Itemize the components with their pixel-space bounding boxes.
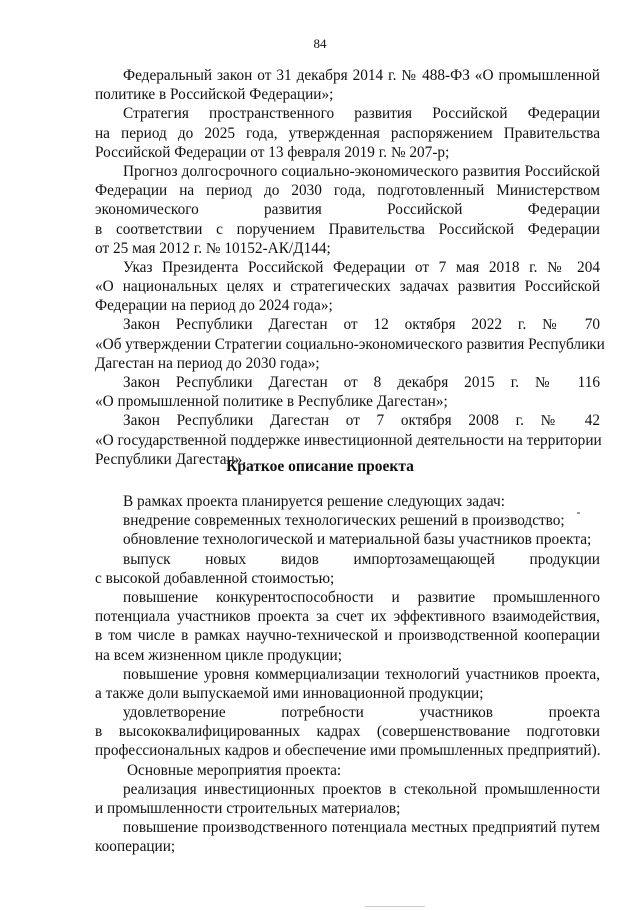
text-line: В рамках проекта планируется решение следующих задач:	[123, 493, 506, 510]
text-line: Закон Республики Дагестан от 8 декабря 2015 г. № 116	[123, 374, 600, 391]
section-heading: Краткое описание проекта	[226, 458, 414, 475]
text-line: Стратегия пространственного развития Российской Федерации	[123, 105, 600, 123]
text-line: «О государственной поддержке инвестиционной деятельности на территории	[95, 431, 602, 449]
text-line: с высокой добавленной стоимостью;	[95, 569, 335, 587]
text-line: Закон Республики Дагестан от 12 октября 2022 г. № 70	[123, 316, 600, 334]
text-line: потенциала участников проекта за счет их эффективного взаимодействия,	[95, 608, 600, 626]
text-line: Закон Республики Дагестан от 7 октября 2008 г. № 42	[123, 412, 600, 430]
legal-bases-list	[95, 66, 605, 469]
scan-speck	[577, 512, 580, 514]
text-line: Основные мероприятия проекта:	[127, 761, 342, 779]
text-line: внедрение современных технологических решений в производство;	[123, 512, 565, 530]
text-line: повышение производственного потенциала местных предприятий путем	[123, 819, 600, 837]
text-line: в том числе в рамках научно-технической и производственной кооперации	[95, 627, 600, 645]
page-number: 84	[313, 36, 327, 51]
project-description	[95, 492, 600, 857]
text-line: Федеральный закон от 31 декабря 2014 г. № 488-ФЗ «О промышленной	[123, 67, 600, 84]
text-line: «О национальных целях и стратегических задачах развития Российской	[95, 278, 600, 296]
text-line: удовлетворение потребности участников проекта	[123, 704, 600, 722]
text-line: обновление технологической и материальной базы участников проекта;	[123, 531, 592, 549]
text-line: Российской Федерации от 13 февраля 2019 г. № 207-р;	[95, 143, 450, 161]
text-line: кооперации;	[95, 838, 176, 856]
text-line: «Об утверждении Стратегии социально-экономического развития Республики	[95, 335, 605, 353]
text-line: реализация инвестиционных проектов в стекольной промышленности	[123, 780, 600, 798]
text-line: Федерации на период до 2024 года»;	[95, 297, 333, 315]
text-line: Прогноз долгосрочного социально-экономического развития Российской	[123, 162, 600, 180]
text-line: Дагестан на период до 2030 года»;	[95, 354, 320, 372]
text-line: выпуск новых видов импортозамещающей продукции	[123, 550, 600, 568]
text-line: в высококвалифицированных кадрах (совершенствование подготовки	[95, 723, 600, 741]
text-line: Республики Дагестан».	[95, 450, 247, 468]
text-line: повышение уровня коммерциализации технологий участников проекта,	[123, 665, 600, 683]
text-line: а также доли выпускаемой ими инновационной продукции;	[95, 684, 484, 702]
text-line: и промышленности строительных материалов;	[95, 800, 401, 817]
text-line: политике в Российской Федерации»;	[95, 86, 334, 104]
text-line: от 25 мая 2012 г. № 10152-АК/Д144;	[95, 239, 331, 257]
text-line: профессиональных кадров и обеспечение ими промышленных предприятий).	[95, 742, 601, 760]
text-line: на период до 2025 года, утвержденная распоряжением Правительства	[95, 124, 600, 142]
text-line: в соответствии с поручением Правительства Российской Федерации	[95, 220, 600, 238]
text-line: Указ Президента Российской Федерации от 7 мая 2018 г. № 204	[123, 258, 600, 276]
text-line: Федерации на период до 2030 года, подготовленный Министерством	[95, 182, 600, 200]
scan-edge-mark	[365, 906, 425, 907]
text-line: «О промышленной политике в Республике Дагестан»;	[95, 393, 448, 411]
text-line: повышение конкурентоспособности и развитие промышленного	[123, 588, 600, 606]
text-line: экономического развития Российской Федерации	[95, 201, 600, 219]
text-line: на всем жизненном цикле продукции;	[95, 646, 342, 664]
